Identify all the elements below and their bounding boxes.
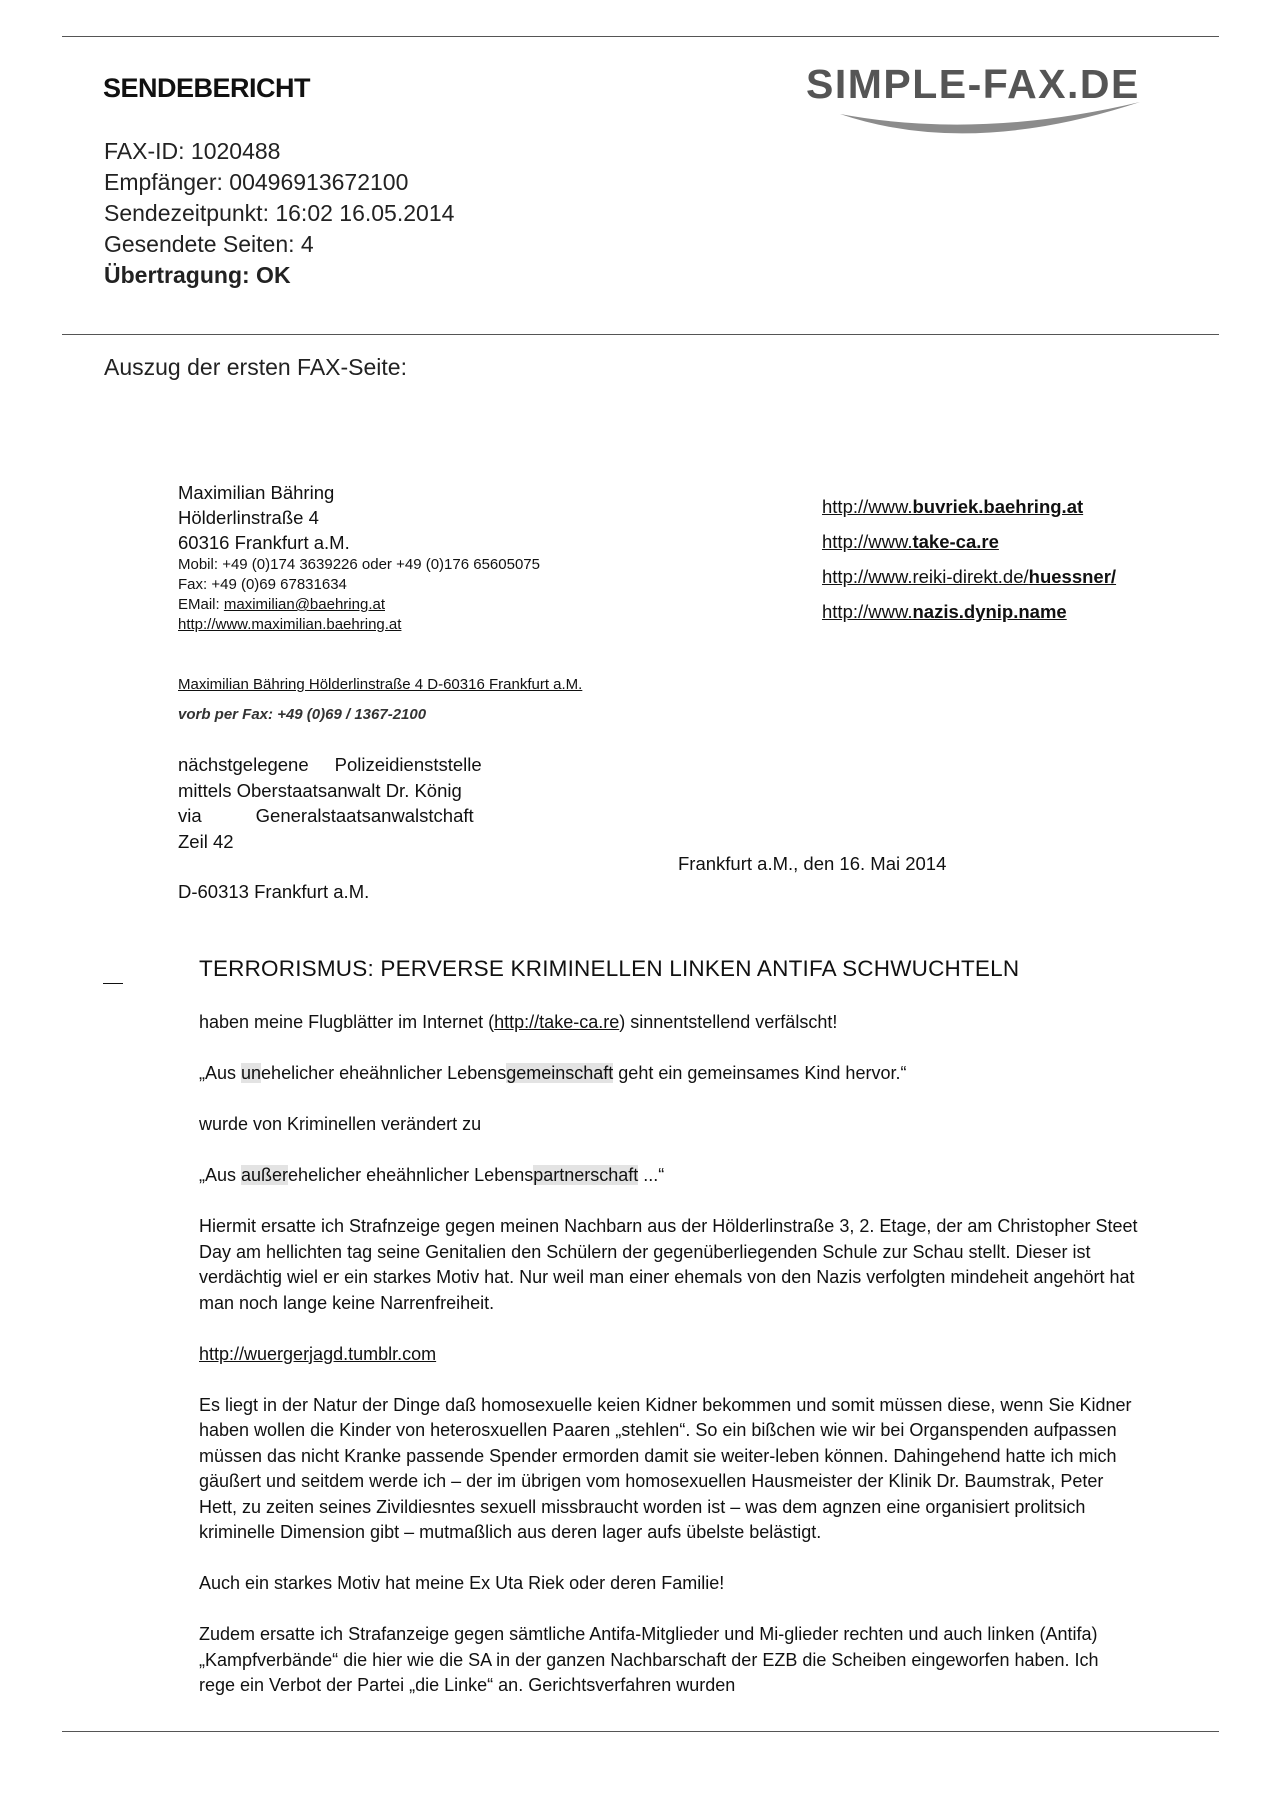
sender-street: Hölderlinstraße 4 — [178, 507, 319, 528]
middle-divider — [62, 334, 1219, 335]
paragraph: haben meine Flugblätter im Internet (http://take-ca.re) sinnentstellend verfälscht! — [199, 1012, 838, 1032]
bottom-divider — [62, 1731, 1219, 1732]
recipient-address — [178, 752, 482, 854]
link-list — [822, 489, 1116, 629]
link-item[interactable]: http://www.nazis.dynip.name — [822, 601, 1067, 622]
simple-fax-logo — [800, 50, 1220, 160]
send-time: Sendezeitpunkt: 16:02 16.05.2014 — [104, 200, 455, 226]
excerpt-label: Auszug der ersten FAX-Seite: — [104, 354, 407, 380]
return-address: Maximilian Bähring Hölderlinstraße 4 D-60316 Frankfurt a.M. — [178, 676, 583, 693]
headline: TERRORISMUS: PERVERSE KRIMINELLEN LINKEN ANTIFA SCHWUCHTELN — [199, 956, 1020, 981]
tumblr-link[interactable]: http://wuergerjagd.tumblr.com — [199, 1343, 437, 1364]
paragraph: Es liegt in der Natur der Dinge daß homosexuelle keien Kidner bekommen und somit müssen diese, wenn Sie Kidner haben wollen die Kinder von heterosxuellen Paaren „stehlen“. So ein bißchen wie wir bei Organspenden aufpassen müssen das nicht Kranke passende Spender ermorden damit sie weiter-leben können. Dahingehend hatte ich mich gäußert und seitdem werde ich – der im übrigen vom homosexuellen Hausmeister der Klinik Dr. Baumstrak, Peter Hett, zu zeiten seines Zivildiesntes sexuell missbraucht worden ist – was dem agnzen eine organisiert prolitsich kriminelle Dimension gibt – mutmaßlich aus deren lager aufs übelste belästigt. — [199, 1394, 1132, 1542]
sender-block — [178, 480, 540, 635]
logo-text: SIMPLE-FAX.DE — [806, 61, 1140, 107]
quote-original: „Aus unehelicher eheähnlicher Lebensgemeinschaft geht ein gemeinsames Kind hervor.“ — [199, 1063, 907, 1083]
transmission-status: Übertragung: OK — [104, 262, 291, 288]
link-item[interactable]: http://www.take-ca.re — [822, 531, 999, 552]
fold-mark — [103, 983, 123, 984]
recipient-line-2: mittels Oberstaatsanwalt Dr. König — [178, 779, 462, 801]
recipient-city: D-60313 Frankfurt a.M. — [178, 881, 370, 902]
sender-name: Maximilian Bähring — [178, 482, 335, 503]
paragraph: Hiermit ersatte ich Strafnzeige gegen meinen Nachbarn aus der Hölderlinstraße 3, 2. Etage, der am Christopher Steet Day am hellichten tag seine Genitalien den Schülern der gegenüberliegenden Schule zur Schau stellt. Dieser ist verdächtig wiel er ein starkes Motiv hat. Nur weil man einer ehemals von den Nazis verfolgten mindeheit angehört hat man noch lange keine Narrenfreiheit. — [199, 1216, 1138, 1313]
sender-city: 60316 Frankfurt a.M. — [178, 532, 350, 553]
recipient-number: Empfänger: 00496913672100 — [104, 169, 409, 195]
pages-sent: Gesendete Seiten: 4 — [104, 231, 314, 257]
report-title: SENDEBERICHT — [103, 73, 311, 103]
sender-email: EMail: maximilian@baehring.at — [178, 596, 385, 613]
paragraph: Auch ein starkes Motiv hat meine Ex Uta Riek oder deren Familie! — [199, 1573, 725, 1593]
recipient-line-3: via Generalstaatsanwalstchaft — [178, 805, 474, 826]
link-item[interactable]: http://www.buvriek.baehring.at — [822, 496, 1084, 517]
top-divider — [62, 36, 1219, 37]
sender-website-link[interactable]: http://www.maximilian.baehring.at — [178, 616, 402, 633]
quote-altered: „Aus außerehelicher eheähnlicher Lebenspartnerschaft ...“ — [199, 1165, 665, 1185]
fax-line: vorb per Fax: +49 (0)69 / 1367-2100 — [178, 706, 427, 723]
report-meta — [104, 136, 454, 291]
take-ca-link[interactable]: http://take-ca.re — [494, 1012, 620, 1032]
sender-fax: Fax: +49 (0)69 67831634 — [178, 576, 347, 593]
date-line: Frankfurt a.M., den 16. Mai 2014 — [678, 853, 947, 874]
recipient-line-4: Zeil 42 — [178, 830, 234, 852]
link-item[interactable]: http://www.reiki-direkt.de/huessner/ — [822, 566, 1117, 587]
recipient-line-1: nächstgelegene Polizeidienststelle — [178, 754, 482, 775]
paragraph — [199, 1342, 1139, 1368]
sender-mobile: Mobil: +49 (0)174 3639226 oder +49 (0)176 65605075 — [178, 556, 540, 573]
fax-id: FAX-ID: 1020488 — [104, 138, 281, 164]
paragraph: Zudem ersatte ich Strafanzeige gegen sämtliche Antifa-Mitglieder und Mi-glieder rechten und auch linken (Antifa) „Kampfverbände“ die hier wie die SA in der ganzen Nachbarschaft der EZB die Scheiben eingeworfen haben. Ich rege ein Verbot der Partei „die Linke“ an. Gerichtsverfahren wurden — [199, 1624, 1099, 1695]
paragraph: wurde von Kriminellen verändert zu — [199, 1114, 482, 1134]
sender-email-link[interactable]: maximilian@baehring.at — [223, 596, 385, 613]
letter-body — [199, 1010, 1139, 1724]
